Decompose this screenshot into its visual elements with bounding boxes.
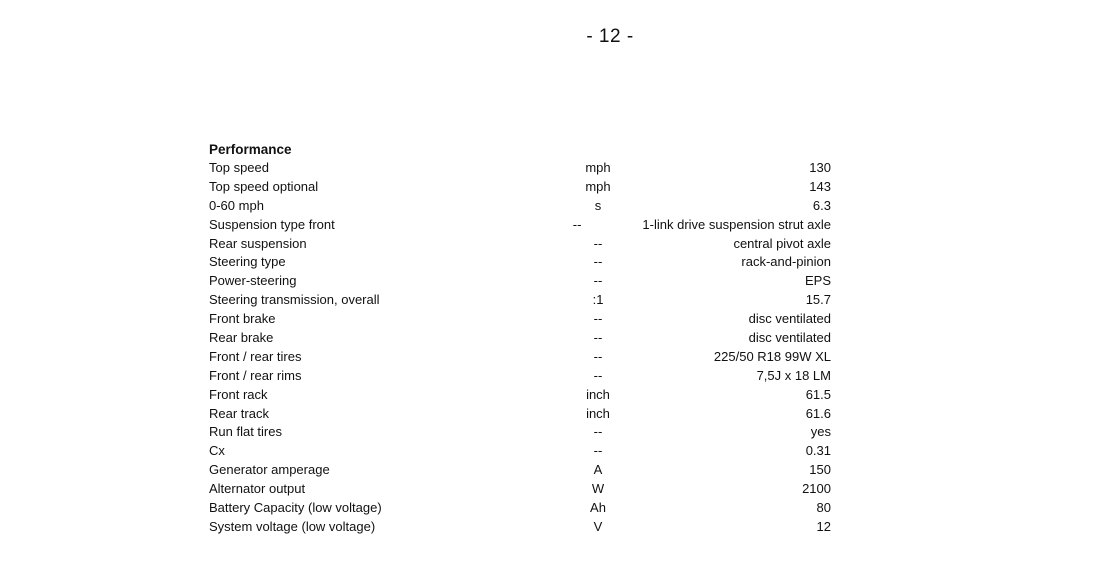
spec-value: 7,5J x 18 LM xyxy=(756,367,831,383)
spec-value: 61.6 xyxy=(805,405,831,421)
section-title: Performance xyxy=(209,142,292,157)
spec-value: 150 xyxy=(809,462,831,478)
spec-value: 6.3 xyxy=(812,197,831,213)
spec-row xyxy=(209,159,831,178)
spec-value: 61.5 xyxy=(805,386,831,402)
spec-unit: -- xyxy=(593,348,603,364)
spec-unit: V xyxy=(593,518,603,534)
spec-label: System voltage (low voltage) xyxy=(209,518,376,534)
spec-unit: W xyxy=(591,481,605,497)
spec-value: 80 xyxy=(816,500,831,516)
spec-unit: :1 xyxy=(592,292,604,308)
spec-unit: -- xyxy=(593,254,603,270)
spec-label: Rear suspension xyxy=(209,235,307,251)
spec-row xyxy=(209,386,831,405)
spec-value: yes xyxy=(810,424,831,440)
spec-value: disc ventilated xyxy=(748,311,831,327)
spec-label: Cx xyxy=(209,443,225,459)
spec-unit: s xyxy=(594,197,602,213)
spec-row xyxy=(209,291,831,310)
spec-label: Front rack xyxy=(209,386,268,402)
spec-value: central pivot axle xyxy=(733,235,831,251)
spec-label: Steering transmission, overall xyxy=(209,292,380,308)
spec-unit: mph xyxy=(585,160,611,175)
spec-unit: -- xyxy=(593,235,603,251)
spec-row xyxy=(209,329,831,348)
spec-value: disc ventilated xyxy=(748,330,831,346)
spec-row xyxy=(209,178,831,197)
spec-label: Battery Capacity (low voltage) xyxy=(209,500,382,516)
spec-label: Rear brake xyxy=(209,330,274,346)
spec-rows xyxy=(209,159,831,537)
spec-label: Rear track xyxy=(209,405,269,421)
spec-row xyxy=(209,518,831,537)
spec-row xyxy=(209,197,831,216)
spec-row xyxy=(209,405,831,424)
spec-unit: -- xyxy=(593,330,603,346)
spec-unit: -- xyxy=(593,424,603,440)
spec-label: Generator amperage xyxy=(209,462,330,478)
spec-unit: inch xyxy=(586,405,610,421)
spec-label: Alternator output xyxy=(209,481,306,497)
spec-label: Power-steering xyxy=(209,273,297,289)
spec-unit: -- xyxy=(593,273,603,289)
spec-unit: -- xyxy=(593,367,603,383)
spec-value: 12 xyxy=(816,518,831,534)
spec-label: Suspension type front xyxy=(209,216,335,232)
spec-label: Front brake xyxy=(209,311,276,327)
spec-label: Steering type xyxy=(209,254,286,270)
spec-row xyxy=(209,348,831,367)
spec-row xyxy=(209,367,831,386)
spec-row xyxy=(209,499,831,518)
spec-row xyxy=(209,216,831,235)
spec-row xyxy=(209,310,831,329)
spec-unit: -- xyxy=(593,443,603,459)
spec-label: Front / rear tires xyxy=(209,348,302,364)
spec-row xyxy=(209,272,831,291)
spec-unit: -- xyxy=(593,311,603,327)
spec-value: rack-and-pinion xyxy=(741,254,831,270)
spec-value: 2100 xyxy=(802,481,831,497)
spec-value: 0.31 xyxy=(805,443,831,459)
spec-row xyxy=(209,442,831,461)
spec-label: Top speed xyxy=(209,160,269,175)
spec-label: Top speed optional xyxy=(209,178,319,194)
spec-unit: -- xyxy=(572,216,582,232)
performance-spec-table xyxy=(209,140,831,537)
spec-value: 15.7 xyxy=(805,292,831,308)
spec-unit: mph xyxy=(585,178,611,194)
spec-unit: inch xyxy=(586,386,610,402)
spec-value: 143 xyxy=(809,178,831,194)
spec-row xyxy=(209,235,831,254)
spec-row xyxy=(209,253,831,272)
spec-value: 225/50 R18 99W XL xyxy=(713,348,831,364)
page-number: - 12 - xyxy=(586,26,634,47)
spec-label: Run flat tires xyxy=(209,424,282,440)
spec-label: Front / rear rims xyxy=(209,367,302,383)
spec-row xyxy=(209,423,831,442)
spec-label: 0-60 mph xyxy=(209,197,264,213)
spec-value: EPS xyxy=(804,273,831,289)
spec-value: 1-link drive suspension strut axle xyxy=(642,216,831,232)
spec-row xyxy=(209,480,831,499)
spec-unit: Ah xyxy=(590,500,606,516)
spec-row xyxy=(209,461,831,480)
spec-value: 130 xyxy=(809,160,831,175)
spec-unit: A xyxy=(593,462,603,478)
